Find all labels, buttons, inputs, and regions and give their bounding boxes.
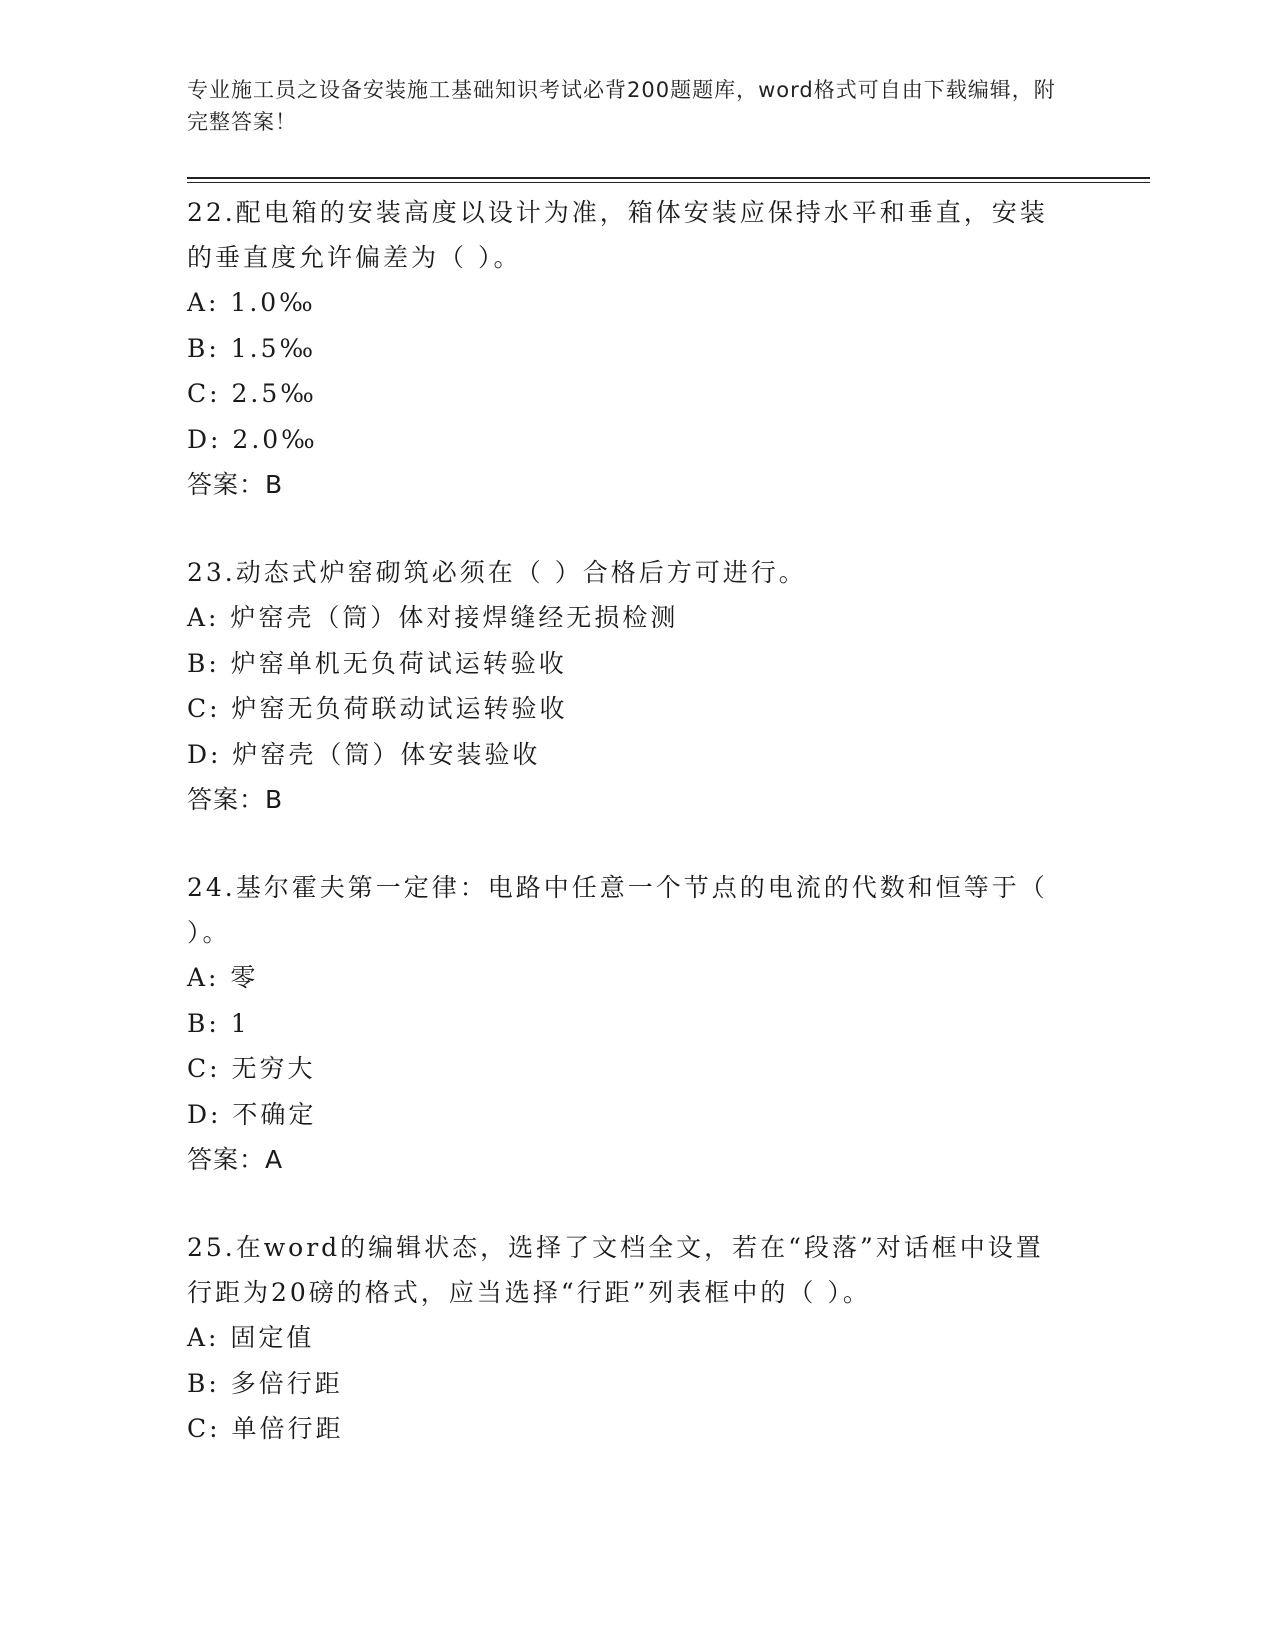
- option-d: D: 炉窑壳（筒）体安装验收: [187, 739, 541, 769]
- option-b: B: 炉窑单机无负荷试运转验收: [187, 648, 567, 678]
- question-24: [187, 865, 1077, 1182]
- question-25: [187, 1225, 1077, 1452]
- option-c: C: 无穷大: [187, 1054, 316, 1083]
- option-a: A: 炉窑壳（筒）体对接焊缝经无损检测: [187, 603, 679, 632]
- option-a: A: 零: [187, 963, 259, 992]
- option-c: C: 2.5‰: [187, 379, 317, 408]
- header-divider: [187, 177, 1150, 183]
- option-a: A: 固定值: [187, 1323, 315, 1352]
- question-list: [187, 190, 1077, 1495]
- question-23: [187, 550, 1077, 822]
- question-text: 22.配电箱的安装高度以设计为准，箱体安装应保持水平和垂直，安装的垂直度允许偏差为（ ）。: [187, 198, 1048, 272]
- question-text: 25.在word的编辑状态，选择了文档全文，若在“段落”对话框中设置行距为20磅的格式，应当选择“行距”列表框中的（ ）。: [187, 1233, 1044, 1307]
- answer: 答案：B: [187, 470, 284, 499]
- option-a: A: 1.0‰: [187, 288, 316, 317]
- question-text: 23.动态式炉窑砌筑必须在（ ）合格后方可进行。: [187, 558, 807, 587]
- answer: 答案：A: [187, 1145, 284, 1174]
- option-c: C: 单倍行距: [187, 1414, 344, 1443]
- option-b: B: 1: [187, 1008, 250, 1038]
- document-header: 专业施工员之设备安装施工基础知识考试必背200题题库，word格式可自由下载编辑，附完整答案！: [187, 78, 1056, 134]
- option-d: D: 2.0‰: [187, 424, 318, 454]
- option-d: D: 不确定: [187, 1099, 317, 1129]
- question-text: 24.基尔霍夫第一定律：电路中任意一个节点的电流的代数和恒等于（ ）。: [187, 873, 1048, 947]
- option-c: C: 炉窑无负荷联动试运转验收: [187, 694, 568, 723]
- answer: 答案：B: [187, 785, 284, 814]
- option-b: B: 1.5‰: [187, 333, 317, 363]
- question-22: [187, 190, 1077, 507]
- option-b: B: 多倍行距: [187, 1368, 343, 1398]
